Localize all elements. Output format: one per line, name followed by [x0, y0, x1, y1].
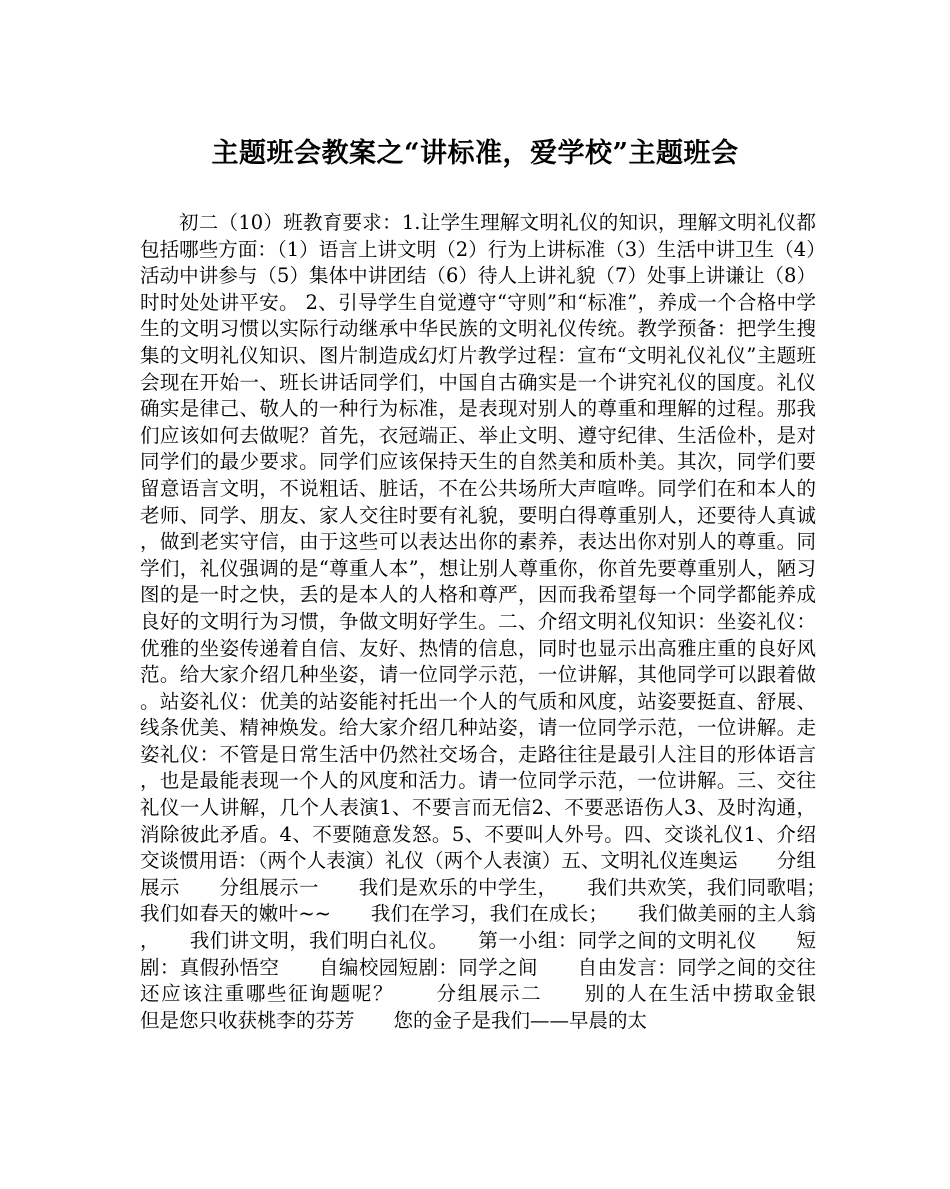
document-title: 主题班会教案之“讲标准，爱学校”主题班会	[211, 138, 739, 169]
document-body-paragraph: 初二（10）班教育要求：1.让学生理解文明礼仪的知识，理解文明礼仪都包括哪些方面：（1）语言上讲文明（2）行为上讲标准（3）生活中讲卫生（4）活动中讲参与（5）集体中讲团结（6）待人上讲礼貌（7）处事上讲谦让（8）时时处处讲平安。 2、引导学生自觉遵守“守则”和“标准”，养成一个合格中学生的文明习惯以实际行动继承中华民族的文明礼仪传统。教学预备：把学生搜集的文明礼仪知识、图片制造成幻灯片教学过程：宣布“文明礼仪礼仪”主题班会现在开始一、班长讲话同学们，中国自古确实是一个讲究礼仪的国度。礼仪确实是律己、敬人的一种行为标准，是表现对别人的尊重和理解的过程。那我们应该如何去做呢？首先，衣冠端正、举止文明、遵守纪律、生活俭朴，是对同学们的最少要求。同学们应该保持天生的自然美和质朴美。其次，同学们要留意语言文明，不说粗话、脏话，不在公共场所大声喧哗。同学们在和本人的老师、同学、朋友、家人交往时要有礼貌，要明白得尊重别人，还要待人真诚，做到老实守信，由于这些可以表达出你的素养，表达出你对别人的尊重。同学们，礼仪强调的是“尊重人本”，想让别人尊重你，你首先要尊重别人，陋习图的是一时之快，丢的是本人的人格和尊严，因而我希望每一个同学都能养成良好的文明行为习惯，争做文明好学生。二、介绍文明礼仪知识：坐姿礼仪：优雅的坐姿传递着自信、友好、热情的信息，同时也显示出高雅庄重的良好风范。给大家介绍几种坐姿，请一位同学示范，一位讲解，其他同学可以跟着做。站姿礼仪：优美的站姿能衬托出一个人的气质和风度，站姿要挺直、舒展、线条优美、精神焕发。给大家介绍几种站姿，请一位同学示范，一位讲解。走姿礼仪：不管是日常生活中仍然社交场合，走路往往是最引人注目的形体语言，也是最能表现一个人的风度和活力。请一位同学示范，一位讲解。三、交往礼仪一人讲解，几个人表演1、不要言而无信2、不要恶语伤人3、及时沟通，消除彼此矛盾。4、不要随意发怒。5、不要叫人外号。四、交谈礼仪1、介绍交谈惯用语：（两个人表演）礼仪（两个人表演）五、文明礼仪连奥运 分组展示 分组展示一 我们是欢乐的中学生， 我们共欢笑，我们同歌唱； 我们如春天的嫩叶~~ 我们在学习，我们在成长； 我们做美丽的主人翁， 我们讲文明，我们明白礼仪。 第一小组：同学之间的文明礼仪 短剧：真假孙悟空 自编校园短剧：同学之间 自由发言：同学之间的交往还应该注重哪些征询题呢？ 分组展示二 别的人在生活中捞取金银 但是您只收获桃李的芬芳 您的金子是我们——早晨的太	[140, 211, 856, 1032]
